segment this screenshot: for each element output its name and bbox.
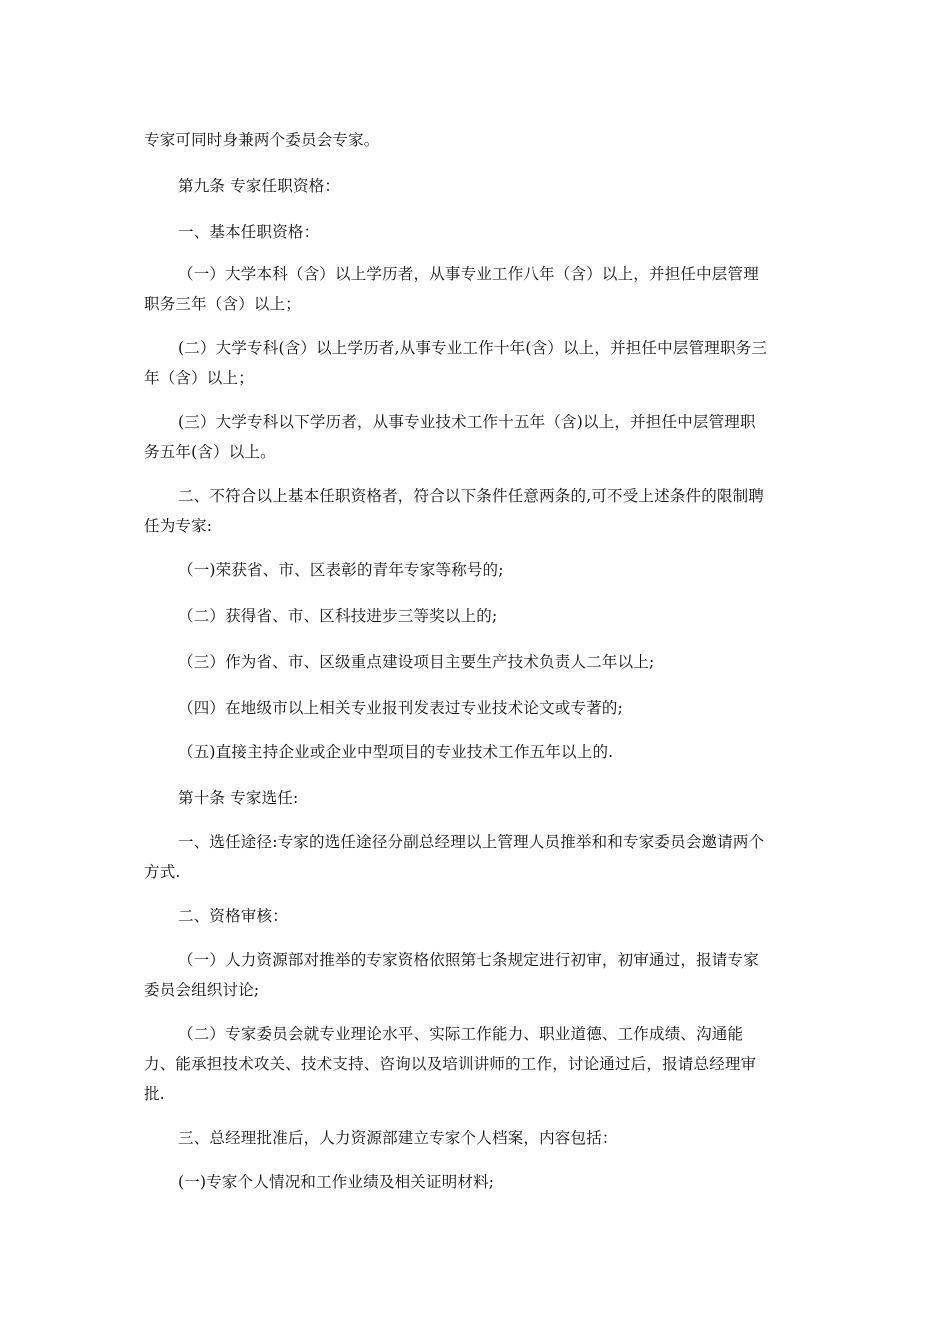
list-item: （一)荣获省、市、区表彰的青年专家等称号的;	[178, 561, 504, 579]
text-line: 专家可同时身兼两个委员会专家。	[144, 131, 380, 149]
text-line: (二）大学专科(含）以上学历者,从事专业工作十年(含）以上，并担任中层管理职务三	[178, 339, 768, 357]
text-line: 年（含）以上；	[144, 369, 254, 387]
section-heading: 三、总经理批准后，人力资源部建立专家个人档案，内容包括：	[178, 1129, 618, 1147]
text-line: 力、能承担技术攻关、技术支持、咨询以及培训讲师的工作，讨论通过后，报请总经理审	[144, 1055, 757, 1073]
section-heading: 一、基本任职资格：	[178, 223, 320, 241]
text-line: 任为专家:	[144, 517, 213, 535]
section-heading: 二、资格审核：	[178, 907, 288, 925]
text-line: (三）大学专科以下学历者，从事专业技术工作十五年（含)以上，并担任中层管理职	[178, 413, 756, 431]
text-line: 职务三年（含）以上；	[144, 295, 302, 313]
text-line: （一）人力资源部对推举的专家资格依照第七条规定进行初审，初审通过，报请专家	[178, 951, 759, 969]
text-line: 一、选任途径:专家的选任途径分副总经理以上管理人员推举和和专家委员会邀请两个	[178, 833, 765, 851]
article-9-heading: 第九条 专家任职资格：	[178, 177, 341, 195]
text-line: 务五年(含）以上。	[144, 443, 276, 461]
list-item: （四）在地级市以上相关专业报刊发表过专业技术论文或专著的;	[178, 699, 624, 717]
list-item: (一)专家个人情况和工作业绩及相关证明材料;	[178, 1173, 495, 1191]
list-item: （三）作为省、市、区级重点建设项目主要生产技术负责人二年以上;	[178, 653, 655, 671]
text-line: （一）大学本科（含）以上学历者，从事专业工作八年（含）以上，并担任中层管理	[178, 265, 759, 283]
text-line: 批.	[144, 1085, 165, 1103]
article-10-heading: 第十条 专家选任:	[178, 789, 299, 807]
list-item: （二）获得省、市、区科技进步三等奖以上的;	[178, 607, 498, 625]
text-line: 二、不符合以上基本任职资格者，符合以下条件任意两条的,可不受上述条件的限制聘	[178, 487, 765, 505]
list-item: （五)直接主持企业或企业中型项目的专业技术工作五年以上的.	[178, 743, 614, 761]
text-line: 委员会组织讨论;	[144, 981, 260, 999]
text-line: （二）专家委员会就专业理论水平、实际工作能力、职业道德、工作成绩、沟通能	[178, 1025, 744, 1043]
text-line: 方式.	[144, 863, 181, 881]
